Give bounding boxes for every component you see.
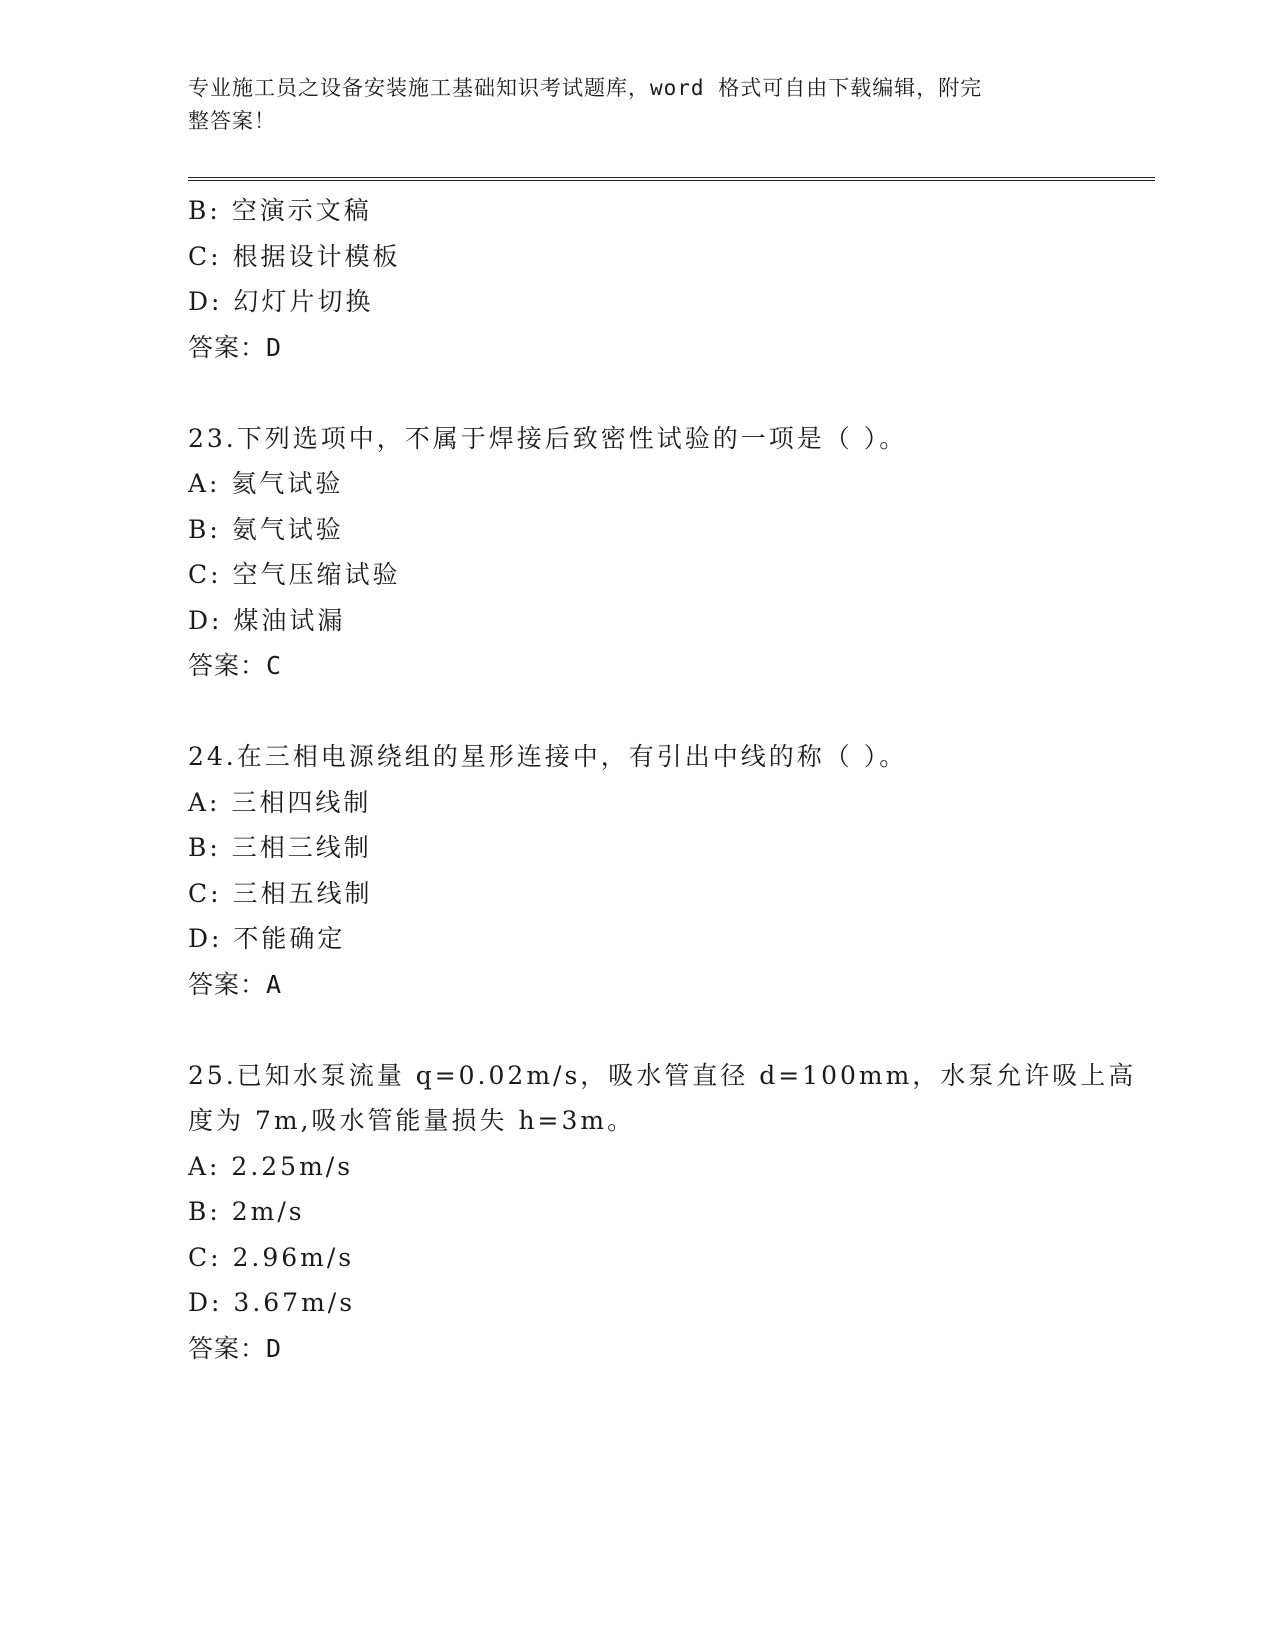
option-b: B: 三相三线制 [188,833,372,862]
option-c: C: 三相五线制 [188,878,373,908]
option-c: C: 根据设计模板 [188,241,401,271]
header-title-line-1: 专业施工员之设备安装施工基础知识考试题库，word 格式可自由下载编辑，附完 [188,76,983,100]
option-d: D: 幻灯片切换 [188,287,374,316]
option-d: D: 3.67m/s [188,1288,356,1317]
question-stem-line-2: 度为 7m,吸水管能量损失 h=3m。 [188,1106,636,1135]
header-title-line-2: 整答案！ [188,109,276,133]
answer-line: 答案：A [188,969,283,999]
option-a: A: 三相四线制 [188,787,372,817]
question-stem: 23.下列选项中，不属于焊接后致密性试验的一项是（ ）。 [188,423,908,453]
document-header [188,72,1088,138]
option-c: C: 2.96m/s [188,1242,355,1272]
header-divider [188,177,1155,181]
option-c: C: 空气压缩试验 [188,560,401,589]
question-list [188,188,1137,1371]
question-25 [188,1053,1137,1372]
option-b: B: 空演示文稿 [188,196,372,225]
question-stem: 24.在三相电源绕组的星形连接中，有引出中线的称（ ）。 [188,742,908,771]
question-24 [188,734,1088,1007]
question-23 [188,416,1088,689]
answer-line: 答案：D [188,1333,283,1363]
option-d: D: 煤油试漏 [188,605,346,635]
question-stem-line-1: 25.已知水泵流量 q=0.02m/s，吸水管直径 d=100mm，水泵允许吸上高 [188,1060,1137,1090]
option-a: A: 氦气试验 [188,469,344,498]
option-b: B: 氨气试验 [188,514,344,544]
option-a: A: 2.25m/s [188,1151,354,1181]
option-d: D: 不能确定 [188,924,346,953]
question-22-continuation [188,188,1088,370]
answer-line: 答案：C [188,651,283,680]
answer-line: 答案：D [188,332,283,362]
option-b: B: 2m/s [188,1197,305,1226]
